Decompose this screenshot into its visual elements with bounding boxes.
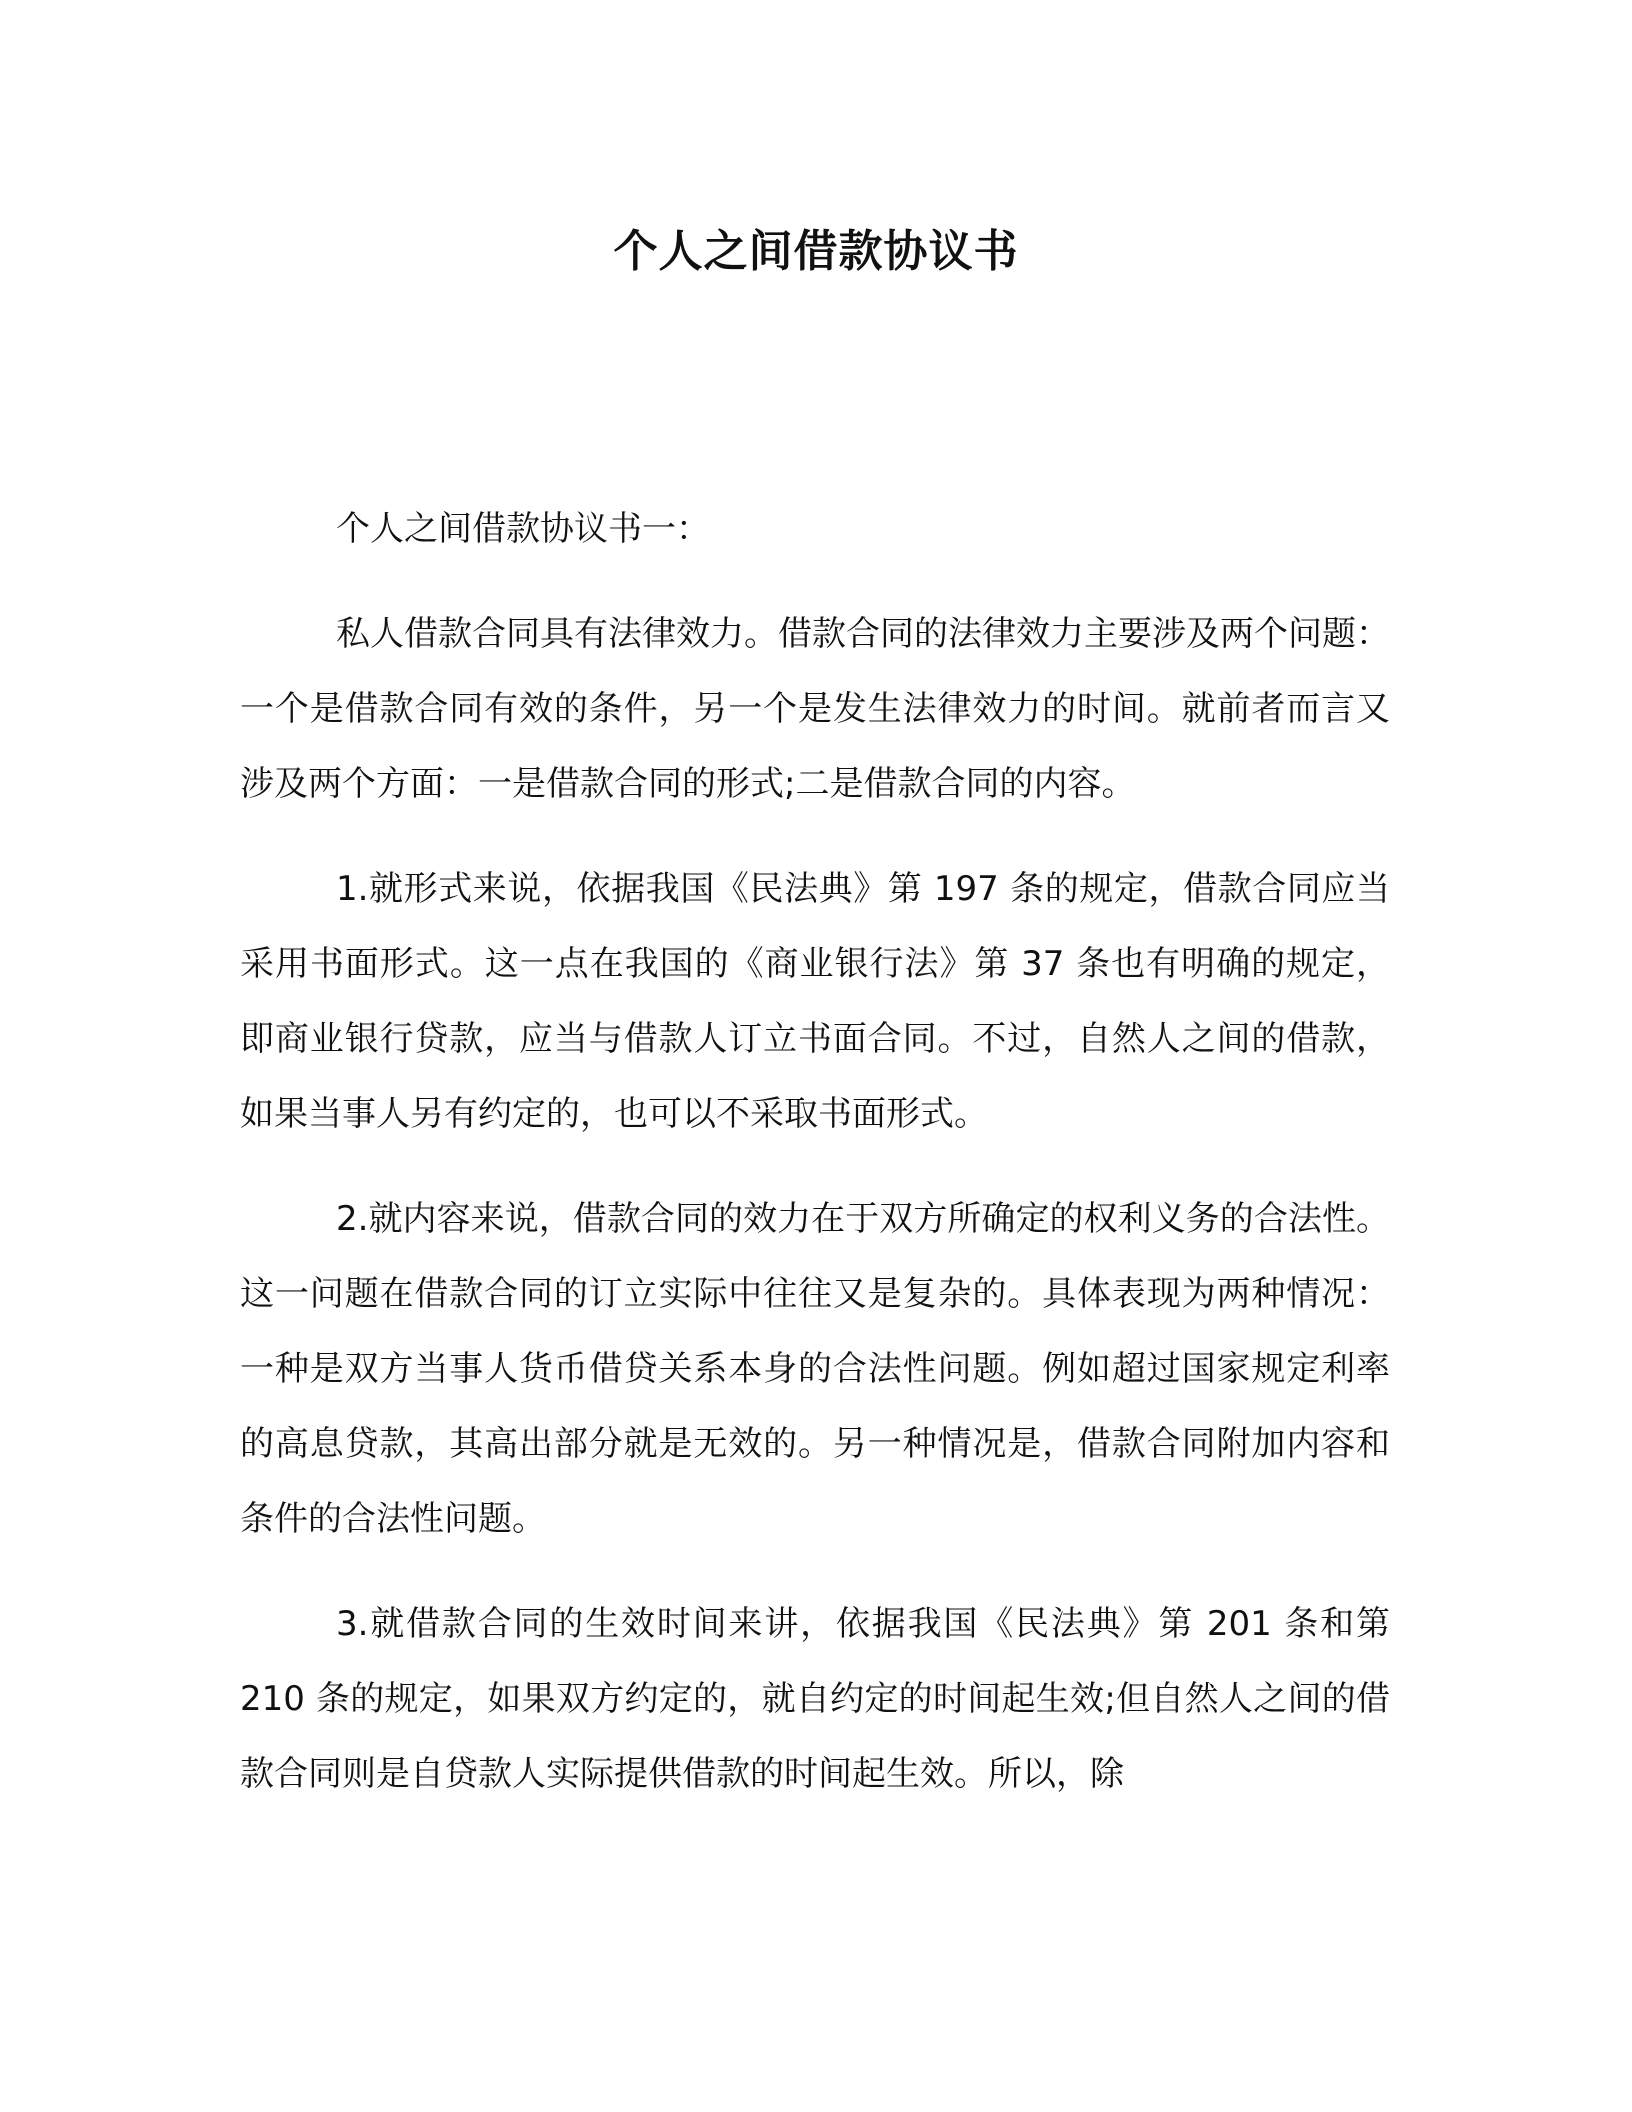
- document-body: [240, 492, 1390, 1842]
- section-heading: 个人之间借款协议书一：: [336, 509, 710, 549]
- paragraph-intro: 私人借款合同具有法律效力。借款合同的法律效力主要涉及两个问题：一个是借款合同有效的条件，另一个是发生法律效力的时间。就前者而言又涉及两个方面：一是借款合同的形式;二是借款合同的内容。: [240, 614, 1390, 804]
- paragraph-effective-time: 3.就借款合同的生效时间来讲，依据我国《民法典》第 201 条和第 210 条的规定，如果双方约定的，就自约定的时间起生效;但自然人之间的借款合同则是自贷款人实际提供借款的时间起生效。所以，除: [240, 1604, 1390, 1794]
- paragraph-content: 2.就内容来说，借款合同的效力在于双方所确定的权利义务的合法性。这一问题在借款合同的订立实际中往往又是复杂的。具体表现为两种情况：一种是双方当事人货币借贷关系本身的合法性问题。例如超过国家规定利率的高息贷款，其高出部分就是无效的。另一种情况是，借款合同附加内容和条件的合法性问题。: [240, 1199, 1390, 1539]
- paragraph-form: 1.就形式来说，依据我国《民法典》第 197 条的规定，借款合同应当采用书面形式。这一点在我国的《商业银行法》第 37 条也有明确的规定，即商业银行贷款，应当与借款人订立书面合同。不过，自然人之间的借款，如果当事人另有约定的，也可以不采取书面形式。: [240, 869, 1390, 1134]
- document-title: 个人之间借款协议书: [613, 226, 1019, 277]
